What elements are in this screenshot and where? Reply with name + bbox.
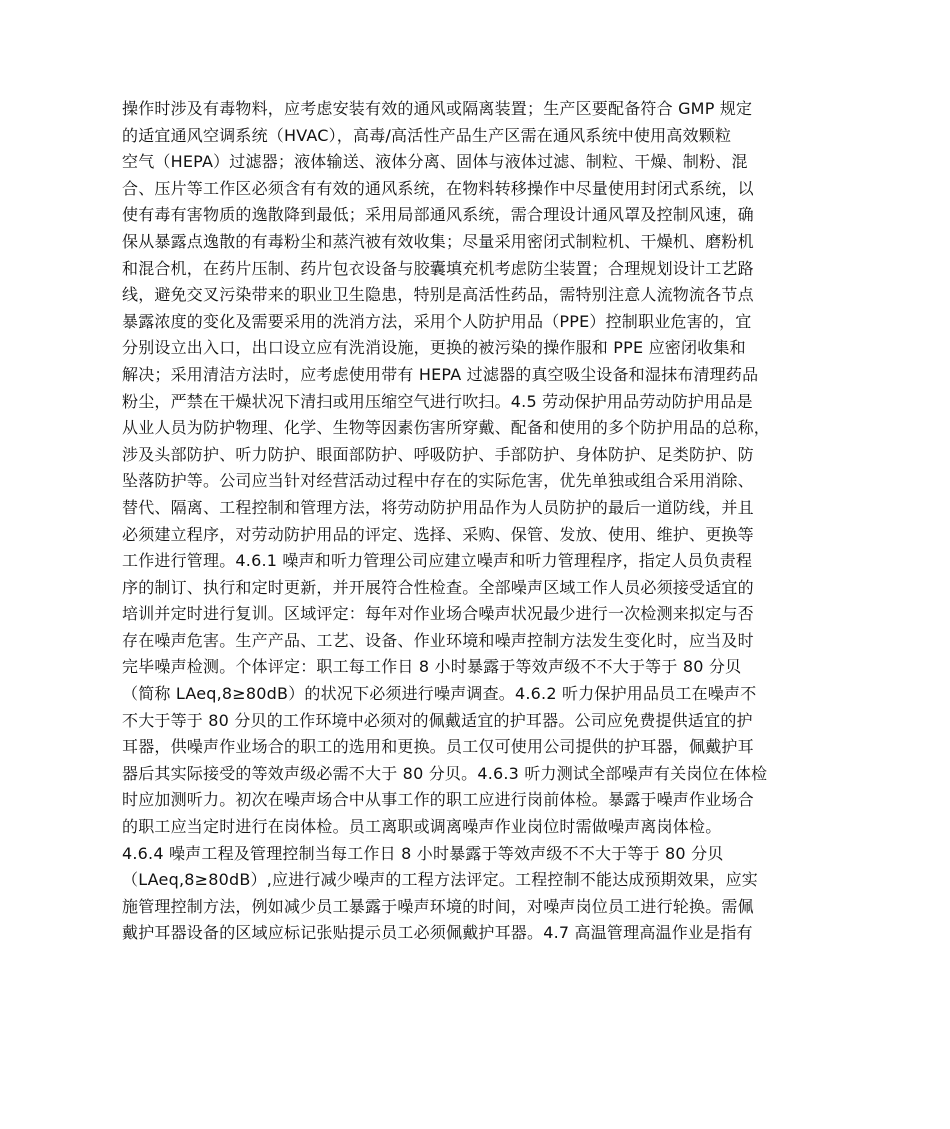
text-line: 操作时涉及有毒物料，应考虑安装有效的通风或隔离装置；生产区要配备符合 GMP 规定 (122, 99, 753, 118)
text-line: 时应加测听力。初次在噪声场合中从事工作的职工应进行岗前体检。暴露于噪声作业场合 (122, 790, 754, 810)
text-line: 空气（HEPA）过滤器；液体输送、液体分离、固体与液体过滤、制粒、干燥、制粉、混 (122, 152, 748, 172)
text-line: 合、压片等工作区必须含有有效的通风系统，在物料转移操作中尽量使用封闭式系统，以 (122, 178, 754, 198)
text-line: 施管理控制方法，例如减少员工暴露于噪声环境的时间，对噪声岗位员工进行轮换。需佩 (122, 896, 754, 916)
text-line: 分别设立出入口，出口设立应有洗消设施，更换的被污染的操作服和 PPE 应密闭收集和 (122, 338, 746, 358)
text-line: 使有毒有害物质的逸散降到最低；采用局部通风系统，需合理设计通风罩及控制风速，确 (122, 205, 754, 225)
text-line: 存在噪声危害。生产产品、工艺、设备、作业环境和噪声控制方法发生变化时，应当及时 (122, 630, 754, 650)
text-line: 完毕噪声检测。个体评定：职工每工作日 8 小时暴露于等效声级不不大于等于 80 分贝 (122, 657, 742, 677)
text-line: 坠落防护等。公司应当针对经营活动过程中存在的实际危害，优先单独或组合采用消除、 (122, 471, 754, 491)
text-line: 线，避免交叉污染带来的职业卫生隐患，特别是高活性药品，需特别注意人流物流各节点 (122, 285, 754, 305)
text-line: 器后其实际接受的等效声级必需不大于 80 分贝。4.6.3 听力测试全部噪声有关岗位在体检 (122, 763, 768, 783)
text-line: 粉尘，严禁在干燥状况下清扫或用压缩空气进行吹扫。4.5 劳动保护用品劳动防护用品是 (122, 391, 753, 411)
text-line: 戴护耳器设备的区域应标记张贴提示员工必须佩戴护耳器。4.7 高温管理高温作业是指有 (122, 923, 753, 943)
text-line: 序的制订、执行和定时更新，并开展符合性检查。全部噪声区域工作人员必须接受适宜的 (122, 577, 754, 597)
text-line: （LAeq,8≥80dB）,应进行减少噪声的工程方法评定。工程控制不能达成预期效果，应实 (122, 870, 758, 890)
text-line: 的职工应当定时进行在岗体检。员工离职或调离噪声作业岗位时需做噪声离岗体检。 (122, 817, 722, 837)
text-line: 和混合机，在药片压制、药片包衣设备与胶囊填充机考虑防尘装置；合理规划设计工艺路 (122, 258, 754, 278)
text-line: 工作进行管理。4.6.1 噪声和听力管理公司应建立噪声和听力管理程序，指定人员负责程 (122, 551, 753, 571)
text-line: 4.6.4 噪声工程及管理控制当每工作日 8 小时暴露于等效声级不不大于等于 80 分贝 (122, 843, 724, 863)
text-line: （简称 LAeq,8≥80dB）的状况下必须进行噪声调查。4.6.2 听力保护用品员工在噪声不 (122, 684, 757, 704)
text-line: 培训并定时进行复训。区域评定：每年对作业场合噪声状况最少进行一次检测来拟定与否 (122, 604, 754, 624)
text-line: 必须建立程序，对劳动防护用品的评定、选择、采购、保管、发放、使用、维护、更换等 (122, 524, 754, 544)
body-text (122, 96, 842, 947)
text-line: 保从暴露点逸散的有毒粉尘和蒸汽被有效收集；尽量采用密闭式制粒机、干燥机、磨粉机 (122, 231, 754, 251)
text-line: 不大于等于 80 分贝的工作环境中必须对的佩戴适宜的护耳器。公司应免费提供适宜的护 (122, 710, 753, 730)
text-line: 耳器，供噪声作业场合的职工的选用和更换。员工仅可使用公司提供的护耳器，佩戴护耳 (122, 737, 754, 757)
text-line: 暴露浓度的变化及需要采用的洗消方法，采用个人防护用品（PPE）控制职业危害的，宜 (122, 311, 752, 331)
text-line: 从业人员为防护物理、化学、生物等因素伤害所穿戴、配备和使用的多个防护用品的总称， (122, 418, 771, 438)
text-line: 的适宜通风空调系统（HVAC），高毒/高活性产品生产区需在通风系统中使用高效颗粒 (122, 125, 732, 145)
text-line: 涉及头部防护、听力防护、眼面部防护、呼吸防护、手部防护、身体防护、足类防护、防 (122, 444, 754, 464)
text-line: 替代、隔离、工程控制和管理方法，将劳动防护用品作为人员防护的最后一道防线，并且 (122, 497, 754, 517)
text-line: 解决；采用清洁方法时，应考虑使用带有 HEPA 过滤器的真空吸尘设备和湿抹布清理药品 (122, 364, 759, 384)
